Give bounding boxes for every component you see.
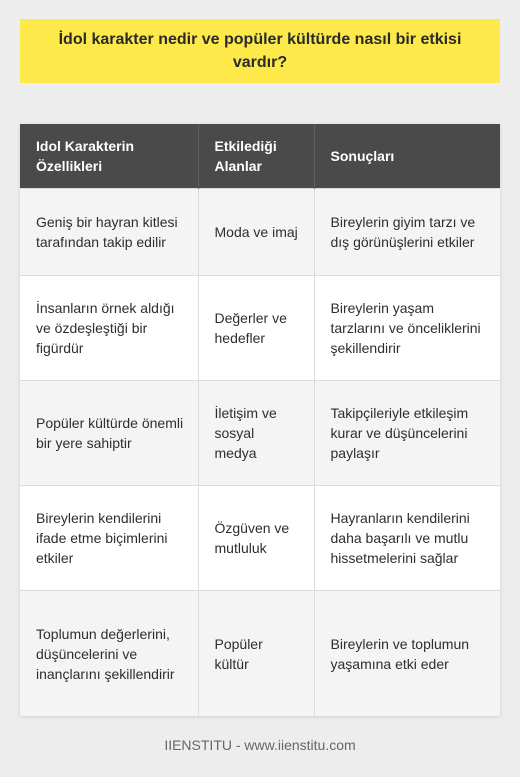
table-header: [20, 124, 500, 189]
header-affected-areas: Etkilediği Alanlar: [198, 124, 314, 189]
header-characteristics: Idol Karakterin Özellikleri: [20, 124, 198, 189]
header-row: [20, 124, 500, 189]
table-body: [20, 189, 500, 717]
cell-area: Özgüven ve mutluluk: [198, 486, 314, 591]
cell-result: Bireylerin yaşam tarzlarını ve önceliklerini şekillendirir: [314, 276, 500, 381]
info-table: [20, 124, 500, 716]
cell-characteristic: Toplumun değerlerini, düşüncelerini ve inançlarını şekillendirir: [20, 591, 198, 717]
cell-characteristic: Bireylerin kendilerini ifade etme biçimlerini etkiler: [20, 486, 198, 591]
table-row: [20, 276, 500, 381]
footer-credit: IIENSTITU - www.iienstitu.com: [164, 737, 356, 753]
cell-characteristic: İnsanların örnek aldığı ve özdeşleştiği bir figürdür: [20, 276, 198, 381]
cell-result: Bireylerin giyim tarzı ve dış görünüşlerini etkiler: [314, 189, 500, 276]
table-row: [20, 189, 500, 276]
cell-characteristic: Popüler kültürde önemli bir yere sahiptir: [20, 381, 198, 486]
cell-area: Popüler kültür: [198, 591, 314, 717]
cell-area: Değerler ve hedefler: [198, 276, 314, 381]
cell-area: Moda ve imaj: [198, 189, 314, 276]
table-row: [20, 486, 500, 591]
cell-result: Takipçileriyle etkileşim kurar ve düşüncelerini paylaşır: [314, 381, 500, 486]
title-banner: [20, 19, 500, 83]
table-row: [20, 591, 500, 717]
header-results: Sonuçları: [314, 124, 500, 189]
cell-result: Hayranların kendilerini daha başarılı ve mutlu hissetmelerini sağlar: [314, 486, 500, 591]
page-title: İdol karakter nedir ve popüler kültürde nasıl bir etkisi vardır?: [58, 31, 462, 71]
info-table-container: [20, 124, 500, 716]
table-row: [20, 381, 500, 486]
cell-characteristic: Geniş bir hayran kitlesi tarafından takip edilir: [20, 189, 198, 276]
cell-area: İletişim ve sosyal medya: [198, 381, 314, 486]
cell-result: Bireylerin ve toplumun yaşamına etki eder: [314, 591, 500, 717]
